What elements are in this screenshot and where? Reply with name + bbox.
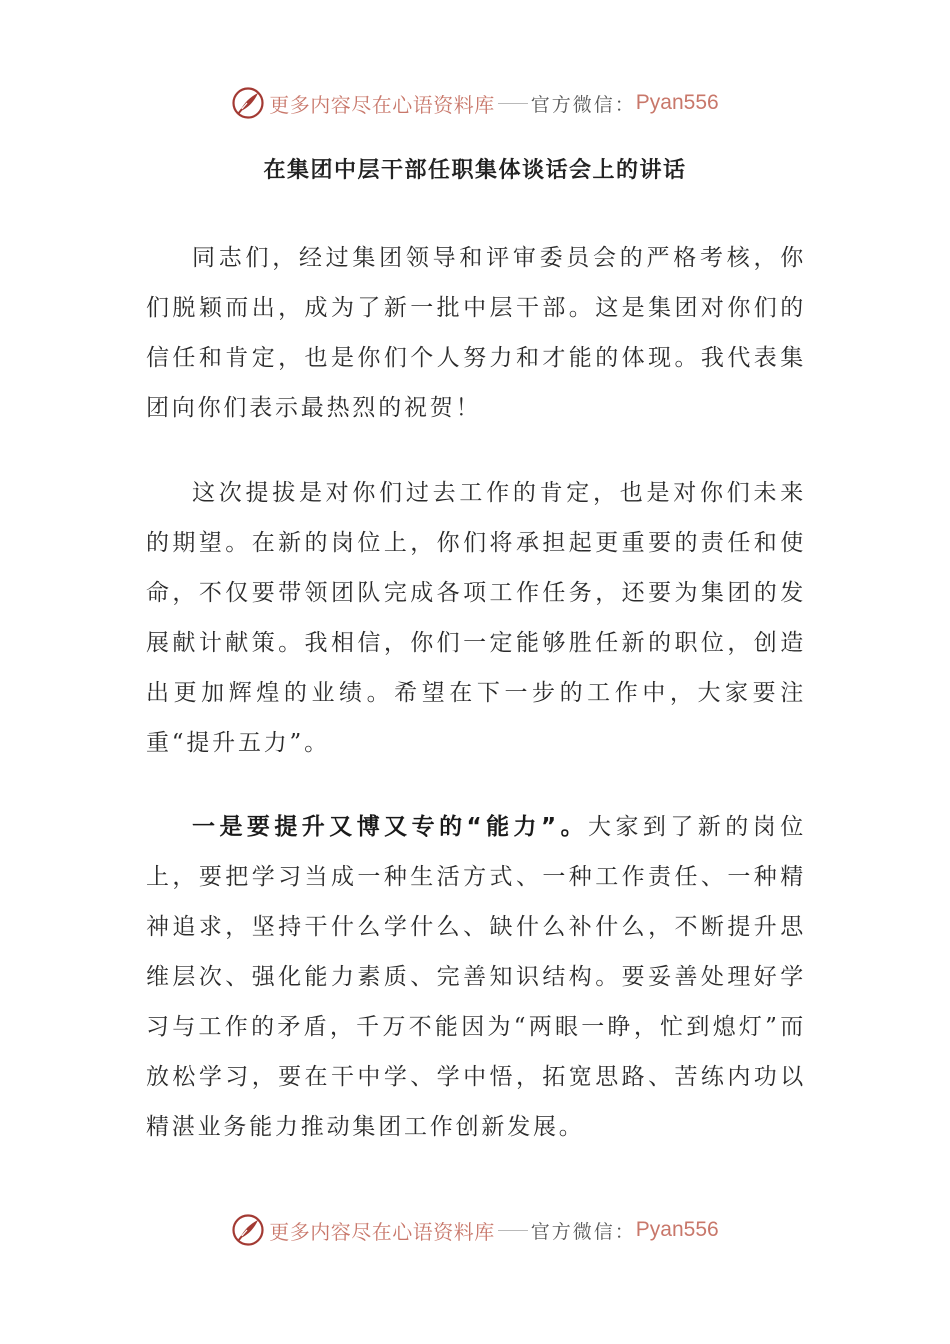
paragraph-lead-heading: 一是要提升又博又专的“能力”。 xyxy=(192,814,589,840)
body-paragraph-2 xyxy=(146,468,806,768)
brand-name: 更多内容尽在心语资料库 xyxy=(269,92,495,117)
wechat-label: 官方微信： xyxy=(530,1220,636,1243)
body-paragraph-1 xyxy=(146,233,806,433)
paragraph-text: 同志们，经过集团领导和评审委员会的严格考核，你们脱颖而出，成为了新一批中层干部。这是集团对你们的信任和肯定，也是你们个人努力和才能的体现。我代表集团向你们表示最热烈的祝贺！ xyxy=(146,245,806,421)
brand-name: 更多内容尽在心语资料库 xyxy=(269,1219,495,1244)
body-paragraph-3 xyxy=(146,802,806,1152)
paragraph-text: 这次提拔是对你们过去工作的肯定，也是对你们未来的期望。在新的岗位上，你们将承担起更重要的责任和使命，不仅要带领团队完成各项工作任务，还要为集团的发展献计献策。我相信，你们一定能够胜任新的职位，创造出更加辉煌的业绩。希望在下一步的工作中，大家要注重“提升五力”。 xyxy=(146,480,806,756)
document-title: 在集团中层干部任职集体谈话会上的讲话 xyxy=(263,158,687,183)
separator-line xyxy=(498,1230,528,1231)
header-watermark xyxy=(0,83,950,123)
wechat-label: 官方微信： xyxy=(530,93,636,116)
paragraph-text: 大家到了新的岗位上，要把学习当成一种生活方式、一种工作责任、一种精神追求，坚持干什么学什么、缺什么补什么，不断提升思维层次、强化能力素质、完善知识结构。要妥善处理好学习与工作的矛盾，千万不能因为“两眼一睁，忙到熄灯”而放松学习，要在干中学、学中悟，拓宽思路、苦练内功以精湛业务能力推动集团工作创新发展。 xyxy=(146,814,807,1140)
wechat-account: Pyan556 xyxy=(635,91,719,114)
separator-line xyxy=(498,103,528,104)
footer-watermark xyxy=(0,1210,950,1250)
wechat-account: Pyan556 xyxy=(635,1218,719,1241)
quill-pen-logo-icon xyxy=(231,86,265,120)
quill-pen-logo-icon xyxy=(231,1213,265,1247)
